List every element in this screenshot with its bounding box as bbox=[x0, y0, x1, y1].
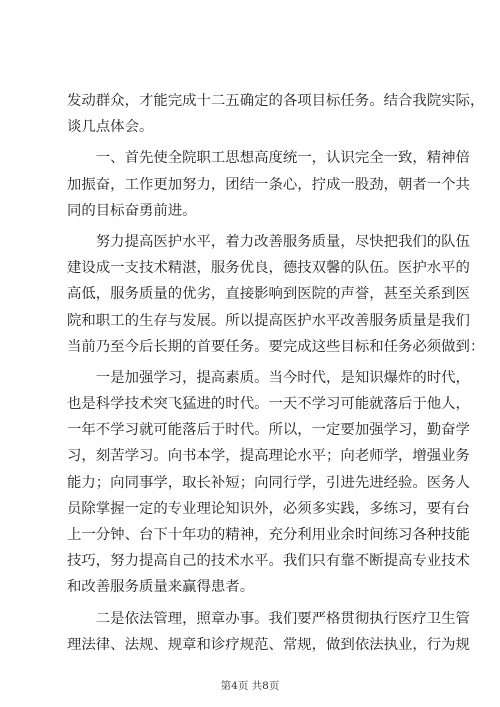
text-line: 习，刻苦学习。向书本学，提高理论水平；向老师学，增强业务 bbox=[67, 448, 470, 465]
text-line: 努力提高医护水平，着力改善服务质量，尽快把我们的队伍 bbox=[67, 233, 470, 250]
paragraph bbox=[67, 145, 470, 224]
paragraph bbox=[67, 229, 485, 360]
text-line: 员除掌握一定的专业理论知识外，必须多实践，多练习，要有台 bbox=[67, 500, 470, 517]
text-line: 二是依法管理，照章办事。我们要严格贯彻执行医疗卫生管 bbox=[67, 610, 470, 627]
text-line: 和改善服务质量来赢得患者。 bbox=[67, 579, 255, 596]
text-line: 理法律、法规、规章和诊疗规范、常规，做到依法执业，行为规 bbox=[67, 636, 470, 653]
text-line: 建设成一支技术精湛，服务优良，德技双馨的队伍。医护水平的 bbox=[67, 260, 470, 277]
text-line: 一、首先使全院职工思想高度统一，认识完全一致，精神倍 bbox=[67, 150, 470, 167]
paragraph bbox=[67, 88, 485, 140]
text-line: 高低，服务质量的优劣，直接影响到医院的声誉，甚至关系到医 bbox=[67, 286, 470, 303]
text-line: 上一分钟、台下十年功的精神，充分利用业余时间练习各种技能 bbox=[67, 527, 470, 543]
text-line: 谈几点体会。 bbox=[67, 119, 154, 136]
text-line: 当前乃至今后长期的首要任务。要完成这些目标和任务必须做到： bbox=[67, 338, 485, 355]
paragraph bbox=[67, 606, 470, 658]
text-line: 同的目标奋勇前进。 bbox=[67, 202, 197, 219]
text-line: 加振奋，工作更加努力，团结一条心，拧成一股劲，朝者一个共 bbox=[67, 176, 470, 193]
text-line: 一年不学习就可能落后于时代。所以，一定要加强学习，勤奋学 bbox=[67, 422, 470, 439]
text-line: 一是加强学习，提高素质。当今时代，是知识爆炸的时代， bbox=[67, 369, 470, 386]
text-line: 院和职工的生存与发展。所以提高医护水平改善服务质量是我们 bbox=[67, 312, 470, 329]
paragraph bbox=[67, 365, 470, 601]
text-line: 也是科学技术突飞猛进的时代。一天不学习可能就落后于他人， bbox=[67, 396, 470, 413]
text-line: 发动群众，才能完成十二五确定的各项目标任务。结合我院实际， bbox=[67, 93, 485, 109]
text-line: 技巧，努力提高自己的技术水平。我们只有靠不断提高专业技术 bbox=[67, 553, 470, 570]
page-footer: 第4页 共8页 bbox=[220, 680, 280, 692]
document-body bbox=[67, 88, 485, 663]
text-line: 能力；向同事学，取长补短；向同行学，引进先进经验。医务人 bbox=[67, 474, 470, 491]
